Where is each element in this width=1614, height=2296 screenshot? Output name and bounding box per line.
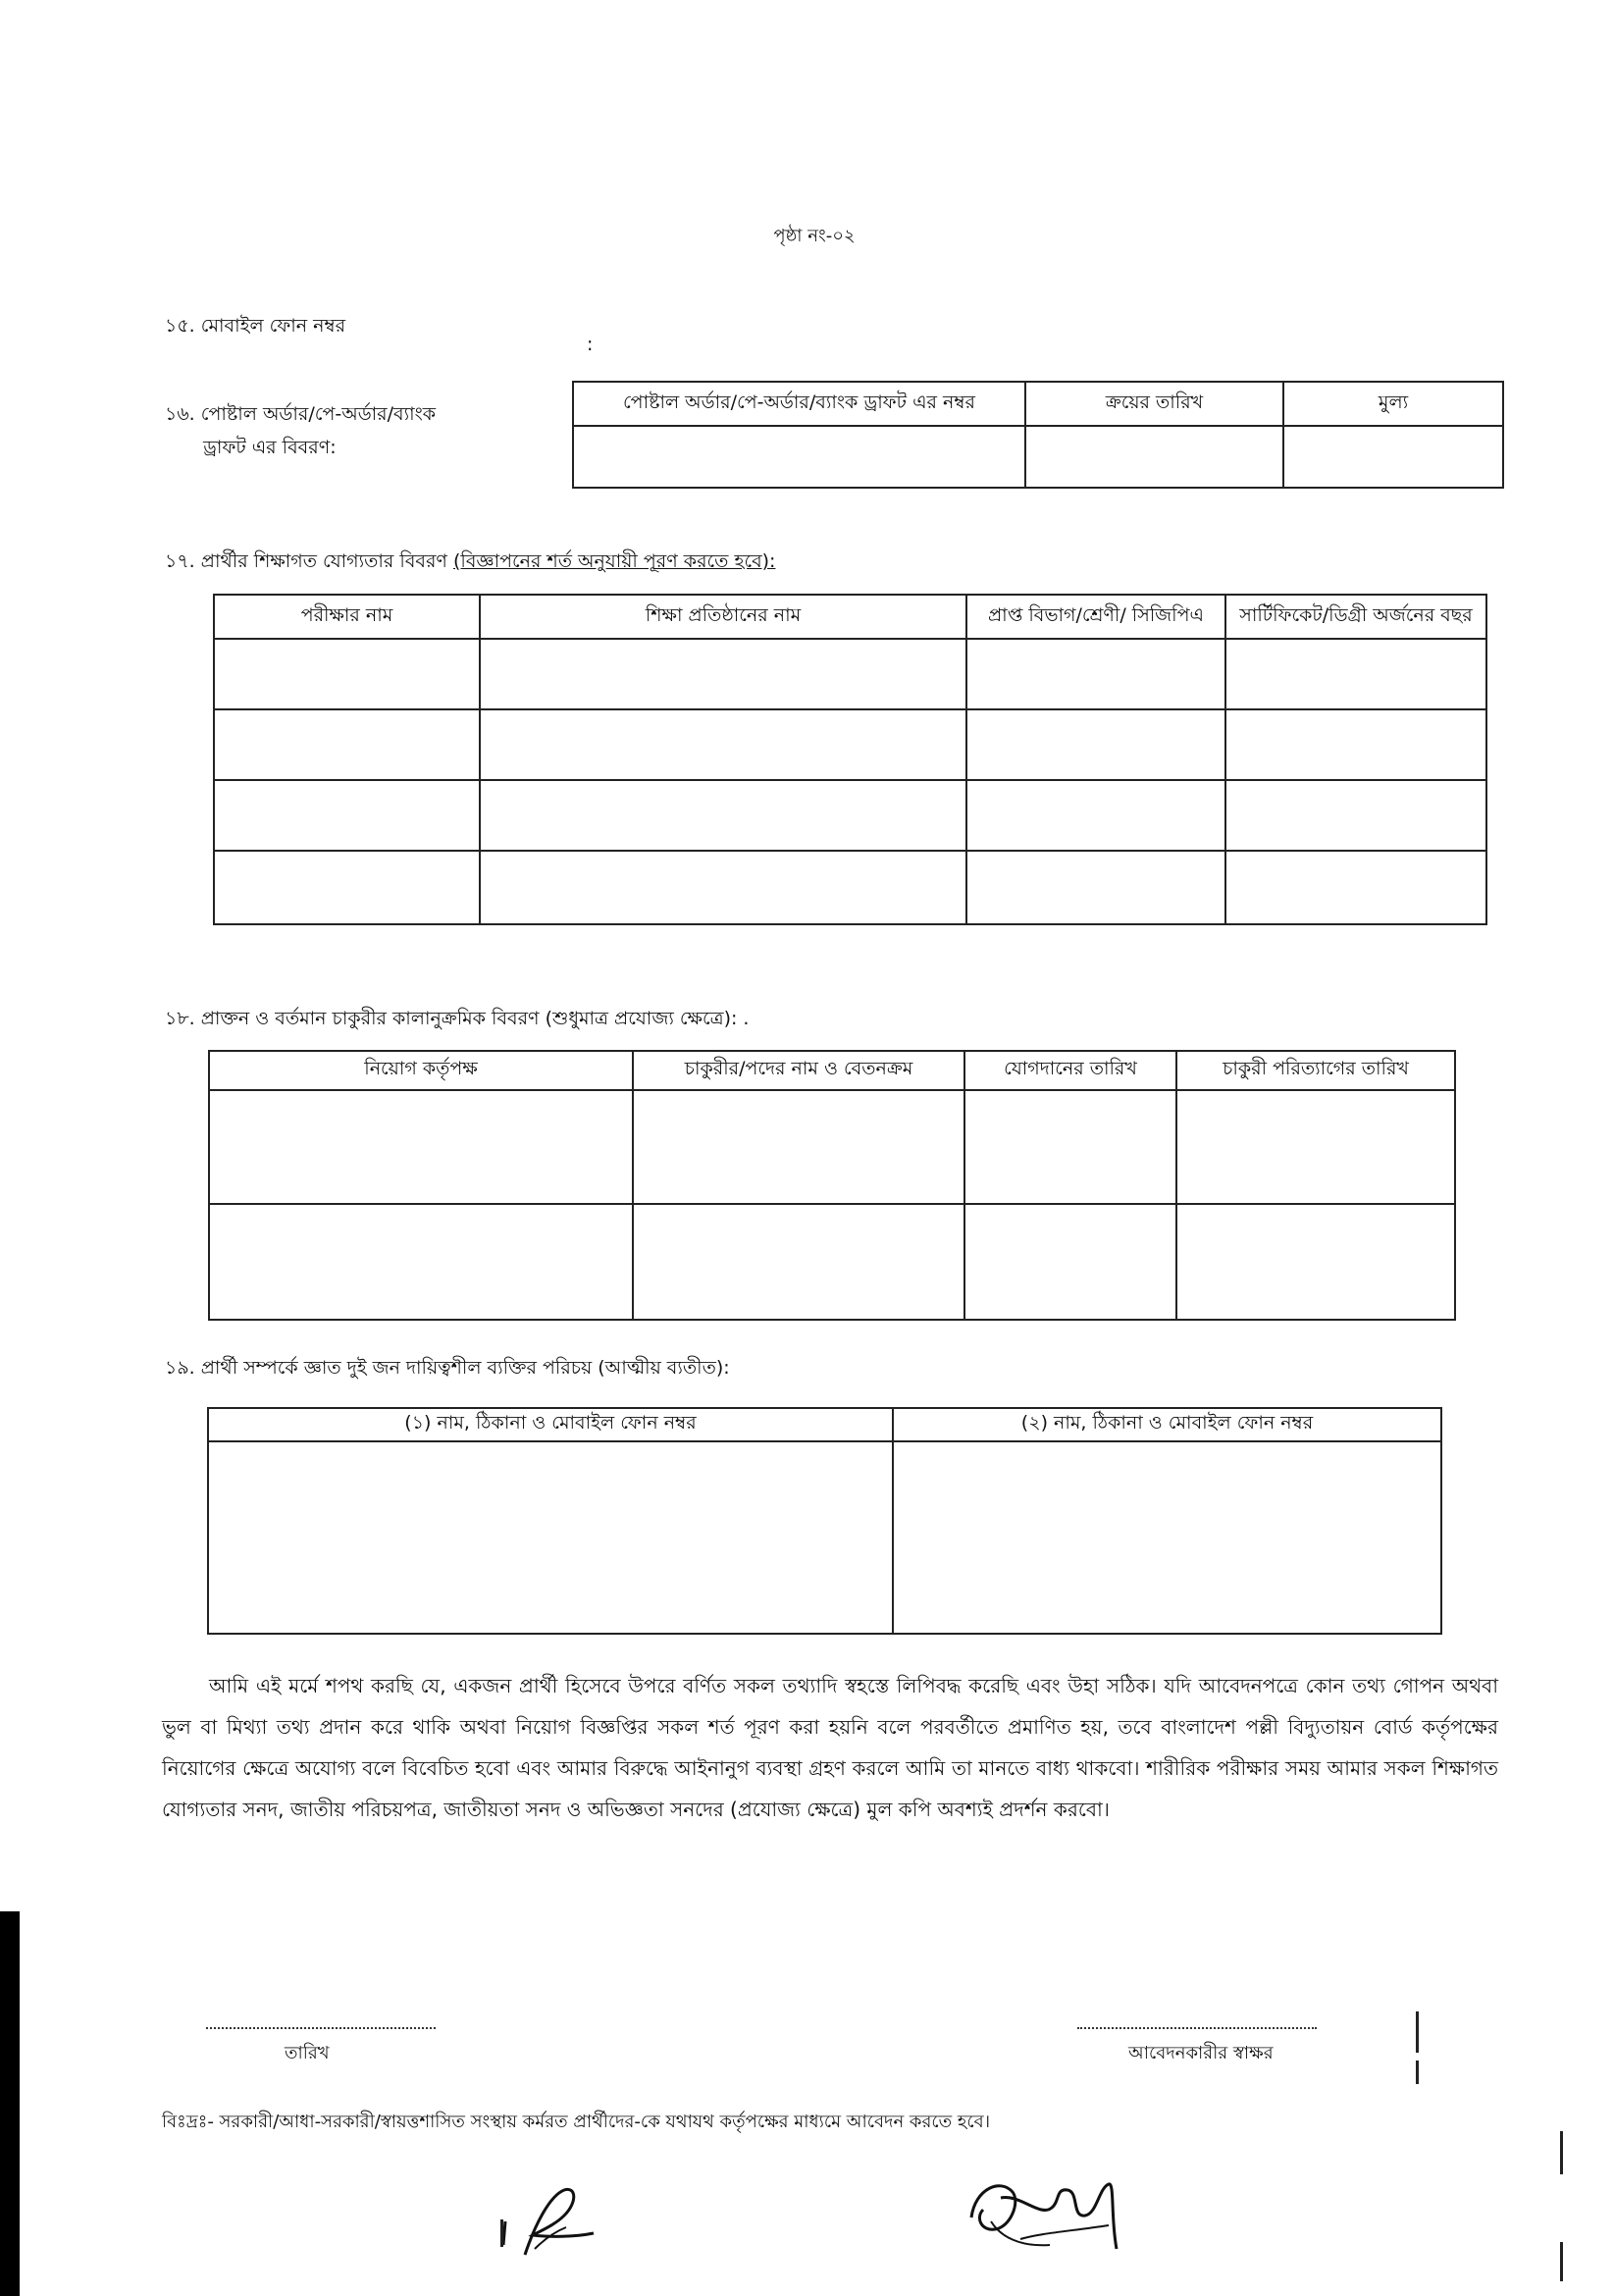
declaration-text: আমি এই মর্মে শপথ করছি যে, একজন প্রার্থী হিসেবে উপরে বর্ণিত সকল তথ্যাদি স্বহস্তে লিপিবদ্ধ করেছি এবং উহা সঠিক। যদি আবেদনপত্রে কোন তথ্য গোপন অথবা ভুল বা মিথ্যা তথ্য প্রদান করে থাকি অথবা নিয়োগ বিজ্ঞপ্তির সকল শর্ত পূরণ করা হয়নি বলে পরবর্তীতে প্রমাণিত হয়, তবে বাংলাদেশ পল্লী বিদ্যুতায়ন বোর্ড কর্তৃপক্ষের নিয়োগের ক্ষেত্রে অযোগ্য বলে বিবেচিত হবো এবং আমার বিরুদ্ধে আইনানুগ ব্যবস্থা গ্রহণ করলে আমি তা মানতে বাধ্য থাকবো। শারীরিক পরীক্ষার সময় আমার সকল শিক্ষাগত যোগ্যতার সনদ, জাতীয় পরিচয়পত্র, জাতীয়তা সনদ ও অভিজ্ঞতা সনদের (প্রযোজ্য ক্ষেত্রে) মুল কপি অবশ্যই প্রদর্শন করবো। — [162, 1674, 1498, 1821]
table-cell[interactable] — [964, 1090, 1176, 1204]
leaving-date-header: চাকুরী পরিত্যাগের তারিখ — [1176, 1051, 1455, 1090]
appointing-authority-header: নিয়োগ কর্তৃপক্ষ — [209, 1051, 633, 1090]
table-cell[interactable] — [214, 780, 480, 851]
table-cell[interactable] — [480, 639, 966, 709]
reference-1-header: (১) নাম, ঠিকানা ও মোবাইল ফোন নম্বর — [208, 1408, 893, 1441]
scan-mark — [500, 2219, 503, 2247]
table-cell[interactable] — [480, 709, 966, 780]
price-cell[interactable] — [1283, 426, 1503, 488]
joining-date-header: যোগদানের তারিখ — [964, 1051, 1176, 1090]
purchase-date-cell[interactable] — [1025, 426, 1283, 488]
signature-image — [962, 2159, 1138, 2276]
scan-mark — [1560, 2131, 1563, 2174]
education-table — [213, 594, 1487, 925]
reference-2-cell[interactable] — [893, 1441, 1441, 1634]
table-cell[interactable] — [214, 851, 480, 924]
table-row — [214, 709, 1486, 780]
exam-name-header: পরীক্ষার নাম — [214, 595, 480, 639]
margin-mark — [1416, 2061, 1419, 2084]
table-cell[interactable] — [1176, 1090, 1455, 1204]
table-cell[interactable] — [480, 851, 966, 924]
table-cell[interactable] — [1225, 709, 1486, 780]
table-row — [214, 851, 1486, 924]
table-cell[interactable] — [480, 780, 966, 851]
payment-number-header: পোষ্টাল অর্ডার/পে-অর্ডার/ব্যাংক ড্রাফট এর নম্বর — [573, 382, 1025, 426]
item15-colon: : — [587, 334, 594, 355]
table-cell[interactable] — [966, 780, 1225, 851]
table-cell[interactable] — [633, 1204, 964, 1320]
post-pay-scale-header: চাকুরীর/পদের নাম ও বেতনক্রম — [633, 1051, 964, 1090]
institution-name-header: শিক্ষা প্রতিষ্ঠানের নাম — [480, 595, 966, 639]
price-header: মুল্য — [1283, 382, 1503, 426]
table-cell[interactable] — [1225, 780, 1486, 851]
payment-table — [572, 381, 1504, 489]
item18-label: ১৮. প্রাক্তন ও বর্তমান চাকুরীর কালানুক্রমিক বিবরণ (শুধুমাত্র প্রযোজ্য ক্ষেত্রে): . — [165, 1008, 750, 1029]
item19-label: ১৯. প্রার্থী সম্পর্কে জ্ঞাত দুই জন দায়িত্বশীল ব্যক্তির পরিচয় (আত্মীয় ব্যতীত): — [165, 1357, 730, 1379]
table-cell[interactable] — [966, 851, 1225, 924]
payment-number-cell[interactable] — [573, 426, 1025, 488]
item16-label-line1: ১৬. পোষ্টাল অর্ডার/পে-অর্ডার/ব্যাংক — [165, 403, 437, 425]
table-cell[interactable] — [633, 1090, 964, 1204]
table-row — [209, 1090, 1455, 1204]
margin-mark — [1416, 2011, 1419, 2053]
table-cell[interactable] — [1225, 639, 1486, 709]
item15-label: ১৫. মোবাইল ফোন নম্বর — [165, 315, 346, 337]
item17-label-prefix: ১৭. প্রার্থীর শিক্ষাগত যোগ্যতার বিবরণ — [165, 550, 453, 572]
table-cell[interactable] — [1176, 1204, 1455, 1320]
table-cell[interactable] — [966, 639, 1225, 709]
employment-table — [208, 1050, 1456, 1321]
note-text: বিঃদ্রঃ- সরকারী/আধা-সরকারী/স্বায়ত্তশাসিত সংস্থায় কর্মরত প্রার্থীদের-কে যথাযথ কর্তৃপক্ষের মাধ্যমে আবেদন করতে হবে। — [162, 2112, 991, 2132]
item16-label-line2: ড্রাফট এর বিবরণ: — [203, 437, 337, 458]
scan-mark — [1560, 2242, 1563, 2281]
passing-year-header: সার্টিফিকেট/ডিগ্রী অর্জনের বছর — [1225, 595, 1486, 639]
page-number: পৃষ্ঠা নং-০২ — [773, 226, 856, 246]
table-cell[interactable] — [209, 1204, 633, 1320]
date-label: তারিখ — [285, 2043, 330, 2063]
purchase-date-header: ক্রয়ের তারিখ — [1025, 382, 1283, 426]
table-row — [209, 1204, 1455, 1320]
initials-image — [495, 2176, 603, 2267]
table-cell[interactable] — [966, 709, 1225, 780]
item17-label — [165, 548, 775, 579]
table-row — [214, 780, 1486, 851]
reference-1-cell[interactable] — [208, 1441, 893, 1634]
scan-edge-bar — [0, 1911, 20, 2296]
table-row — [214, 639, 1486, 709]
table-cell[interactable] — [214, 639, 480, 709]
signature-line[interactable] — [1077, 2021, 1317, 2029]
table-cell[interactable] — [214, 709, 480, 780]
reference-2-header: (২) নাম, ঠিকানা ও মোবাইল ফোন নম্বর — [893, 1408, 1441, 1441]
reference-table — [207, 1407, 1442, 1635]
date-line[interactable] — [206, 2021, 436, 2029]
table-cell[interactable] — [209, 1090, 633, 1204]
item17-label-note: (বিজ্ঞাপনের শর্ত অনুযায়ী পূরণ করতে হবে): — [452, 550, 776, 572]
table-cell[interactable] — [1225, 851, 1486, 924]
table-cell[interactable] — [964, 1204, 1176, 1320]
division-cgpa-header: প্রাপ্ত বিভাগ/শ্রেণী/ সিজিপিএ — [966, 595, 1225, 639]
signature-label: আবেদনকারীর স্বাক্ষর — [1128, 2043, 1274, 2063]
